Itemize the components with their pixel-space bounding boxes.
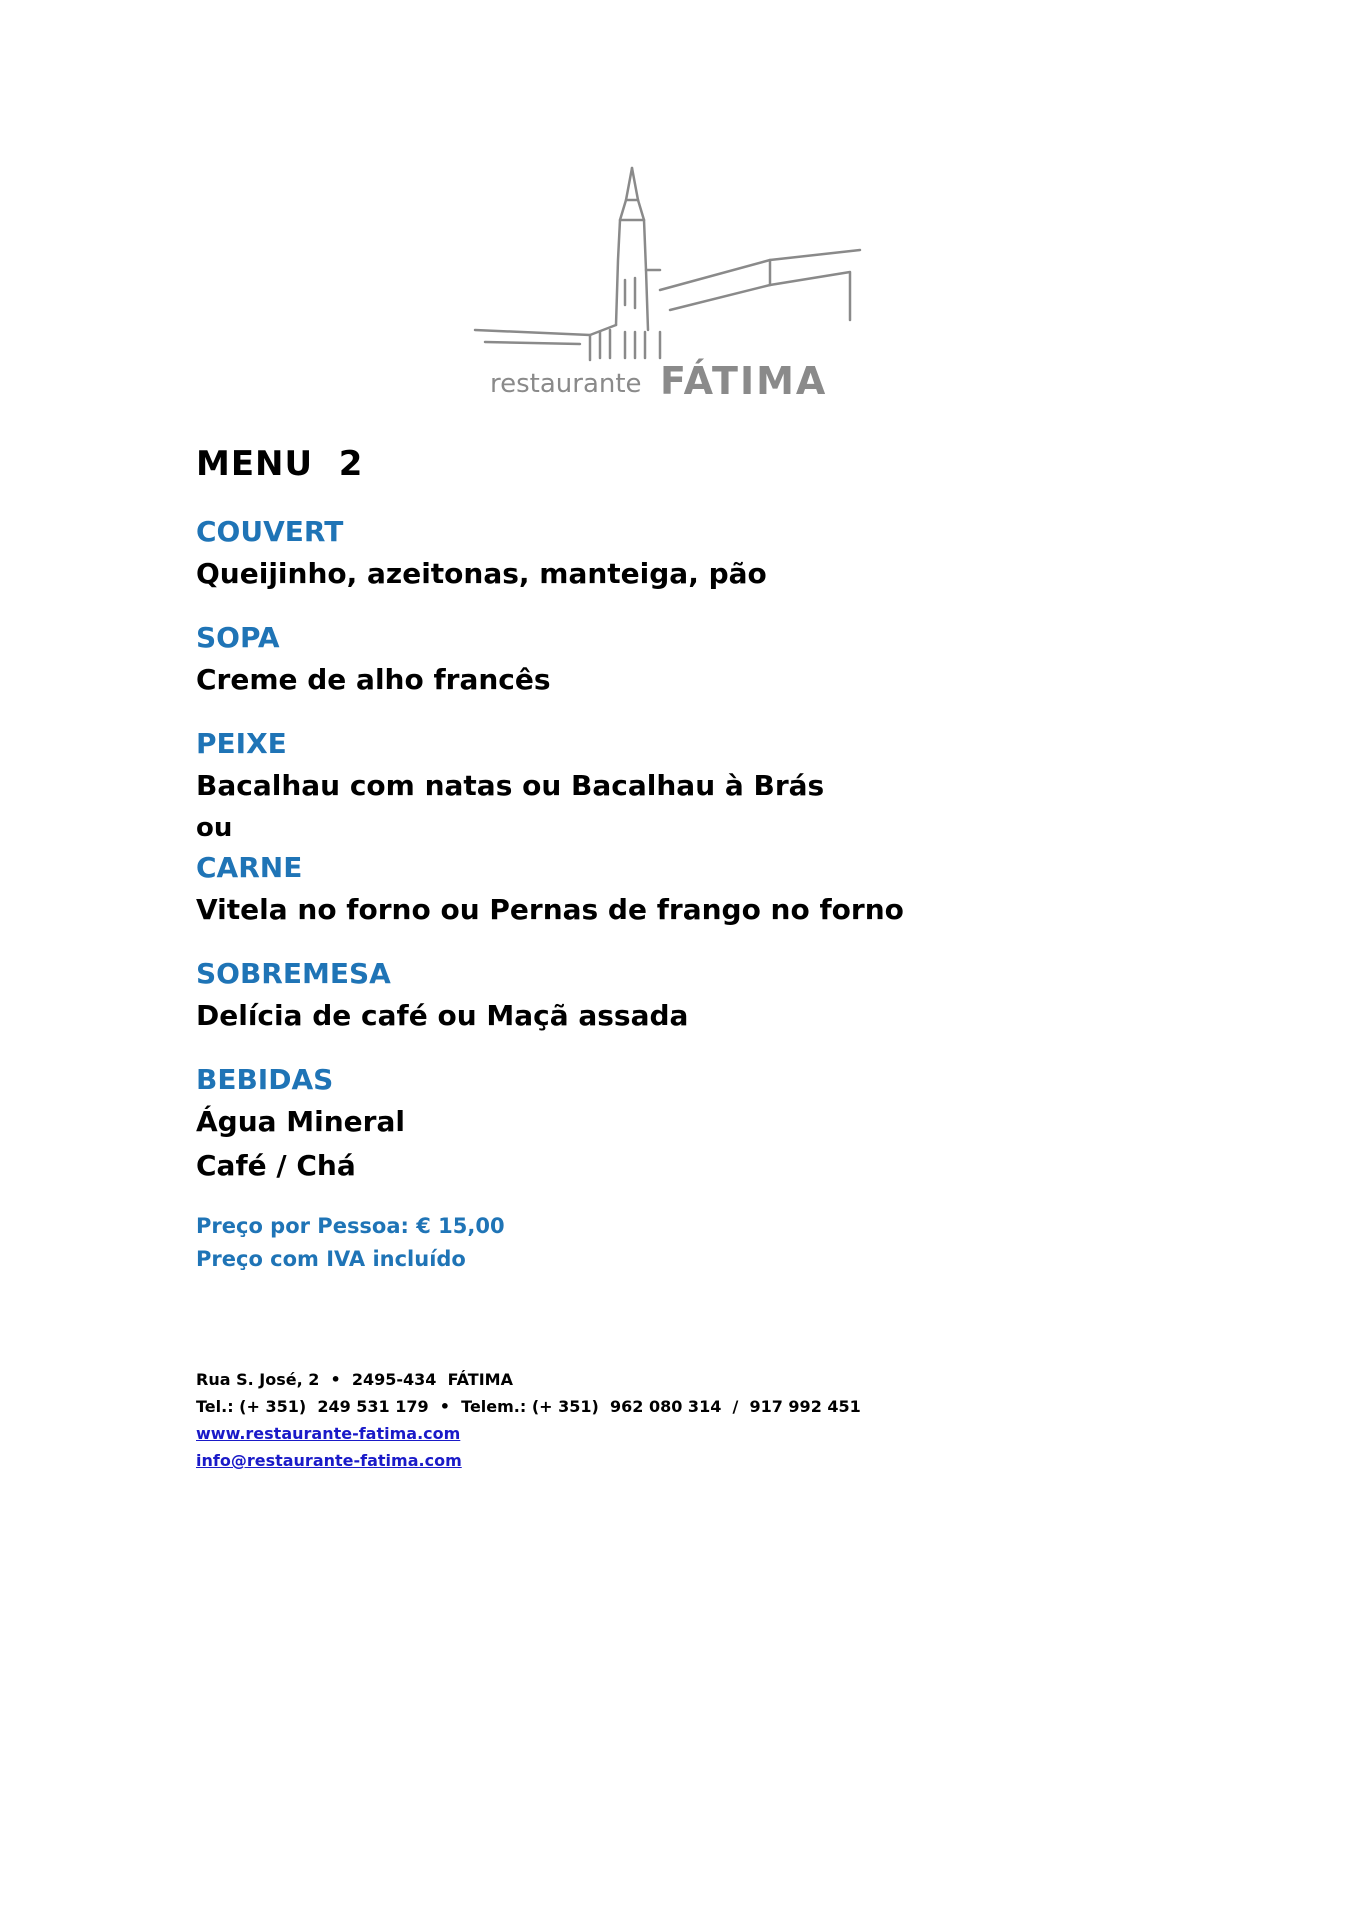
section-peixe [196,724,1196,848]
section-sobremesa [196,954,1196,1038]
church-tower-icon [470,160,870,400]
section-heading: COUVERT [196,515,344,548]
section-heading: PEIXE [196,727,287,760]
menu-item: Delícia de café ou Maçã assada [196,999,689,1032]
section-heading: CARNE [196,851,303,884]
section-heading: SOPA [196,621,280,654]
menu-item: Queijinho, azeitonas, manteiga, pão [196,557,767,590]
menu-item: Água Mineral [196,1105,405,1138]
section-heading: BEBIDAS [196,1063,334,1096]
footer-address: Rua S. José, 2 • 2495-434 FÁTIMA [196,1370,513,1389]
section-carne [196,848,1196,932]
email-link[interactable]: info@restaurante-fatima.com [196,1451,462,1470]
menu-item: Café / Chá [196,1149,356,1182]
logo-word-restaurante: restaurante [490,369,642,399]
footer-contact [196,1366,1196,1474]
menu-title: MENU 2 [196,444,364,484]
price-block [196,1210,1196,1276]
section-couvert [196,512,1196,596]
menu-item: Creme de alho francês [196,663,551,696]
menu-item: Bacalhau com natas ou Bacalhau à Brás [196,769,825,802]
footer-phones: Tel.: (+ 351) 249 531 179 • Telem.: (+ 351) 962 080 314 / 917 992 451 [196,1397,861,1416]
section-bebidas [196,1060,1196,1188]
or-separator: ou [196,813,233,843]
menu-content [196,440,1196,1474]
price-vat-note: Preço com IVA incluído [196,1247,466,1271]
logo-word-fatima: FÁTIMA [660,359,828,400]
website-link[interactable]: www.restaurante-fatima.com [196,1424,461,1443]
price-per-person: Preço por Pessoa: € 15,00 [196,1214,505,1238]
section-heading: SOBREMESA [196,957,391,990]
restaurant-logo [470,160,870,400]
section-sopa [196,618,1196,702]
menu-item: Vitela no forno ou Pernas de frango no forno [196,893,904,926]
